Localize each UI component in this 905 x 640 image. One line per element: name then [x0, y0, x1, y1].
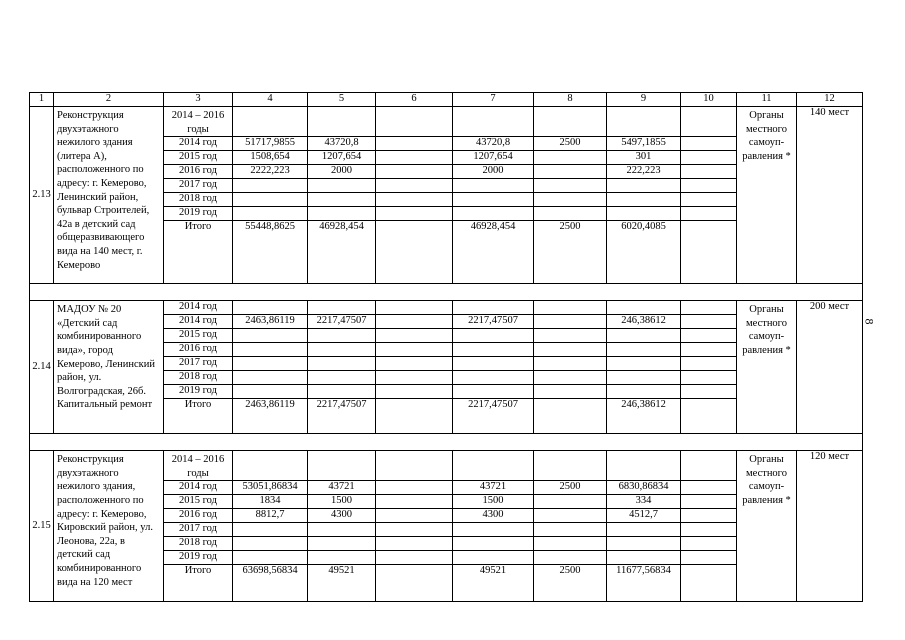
value-cell	[607, 537, 681, 551]
value-cell: 1834	[233, 495, 308, 509]
value-cell	[233, 329, 308, 343]
value-cell	[308, 107, 376, 137]
spacer-row	[30, 284, 863, 301]
value-cell	[308, 207, 376, 221]
value-cell: 2217,47507	[308, 399, 376, 434]
year-cell: 2016 год	[164, 509, 233, 523]
value-cell	[681, 165, 737, 179]
budget-table	[29, 92, 863, 602]
value-cell	[376, 301, 453, 315]
value-cell: 11677,56834	[607, 565, 681, 602]
value-cell	[681, 551, 737, 565]
value-cell	[453, 551, 534, 565]
spacer-cell	[30, 284, 863, 301]
value-cell	[376, 357, 453, 371]
year-cell: 2014 год	[164, 481, 233, 495]
value-cell: 4300	[453, 509, 534, 523]
value-cell	[681, 495, 737, 509]
value-cell	[308, 329, 376, 343]
value-cell: 2500	[534, 565, 607, 602]
value-cell	[607, 551, 681, 565]
value-cell: 6830,86834	[607, 481, 681, 495]
value-cell	[453, 207, 534, 221]
value-cell	[233, 371, 308, 385]
value-cell	[233, 551, 308, 565]
value-cell	[233, 357, 308, 371]
value-cell	[376, 329, 453, 343]
value-cell	[534, 165, 607, 179]
year-cell: Итого	[164, 221, 233, 284]
value-cell: 63698,56834	[233, 565, 308, 602]
value-cell	[376, 221, 453, 284]
value-cell	[376, 537, 453, 551]
value-cell	[233, 107, 308, 137]
column-header: 6	[376, 93, 453, 107]
value-cell: 4512,7	[607, 509, 681, 523]
value-cell: 1508,654	[233, 151, 308, 165]
value-cell	[607, 179, 681, 193]
value-cell	[681, 565, 737, 602]
value-cell	[308, 193, 376, 207]
value-cell	[376, 523, 453, 537]
value-cell	[453, 343, 534, 357]
value-cell	[681, 301, 737, 315]
value-cell: 2217,47507	[308, 315, 376, 329]
value-cell	[534, 399, 607, 434]
table-row	[30, 107, 863, 137]
value-cell	[534, 107, 607, 137]
value-cell: 1207,654	[453, 151, 534, 165]
year-cell: 2014 год	[164, 137, 233, 151]
year-cell: 2015 год	[164, 151, 233, 165]
value-cell	[376, 451, 453, 481]
year-cell: 2014 год	[164, 315, 233, 329]
header-row	[30, 93, 863, 107]
value-cell	[376, 399, 453, 434]
value-cell	[534, 371, 607, 385]
value-cell: 55448,8625	[233, 221, 308, 284]
column-header: 10	[681, 93, 737, 107]
value-cell	[308, 301, 376, 315]
value-cell	[681, 523, 737, 537]
value-cell	[308, 385, 376, 399]
value-cell	[681, 329, 737, 343]
value-cell: 334	[607, 495, 681, 509]
value-cell	[453, 107, 534, 137]
value-cell: 2500	[534, 221, 607, 284]
item-number: 2.14	[30, 301, 54, 434]
value-cell: 2463,86119	[233, 399, 308, 434]
value-cell	[308, 357, 376, 371]
item-number: 2.15	[30, 451, 54, 602]
value-cell: 2222,223	[233, 165, 308, 179]
value-cell: 1207,654	[308, 151, 376, 165]
value-cell	[233, 343, 308, 357]
value-cell	[453, 301, 534, 315]
column-header: 8	[534, 93, 607, 107]
spacer-row	[30, 434, 863, 451]
value-cell: 246,38612	[607, 315, 681, 329]
value-cell	[534, 193, 607, 207]
column-header: 4	[233, 93, 308, 107]
year-cell: 2014 – 2016 годы	[164, 451, 233, 481]
item-description: МАДОУ № 20 «Детский сад комбинированного вида», город Кемерово, Ленинский район, ул. Волгоградская, 26б. Капитальный ремонт	[54, 301, 164, 434]
value-cell: 2000	[453, 165, 534, 179]
value-cell: 246,38612	[607, 399, 681, 434]
value-cell	[607, 343, 681, 357]
year-cell: 2019 год	[164, 385, 233, 399]
value-cell	[681, 537, 737, 551]
year-cell: Итого	[164, 565, 233, 602]
value-cell	[607, 107, 681, 137]
value-cell	[681, 179, 737, 193]
value-cell	[534, 343, 607, 357]
item-description: Реконструкция двухэтажного нежилого здания (литера А), расположенного по адресу: г. Кемерово, Ленинский район, бульвар Строителей, 42а в детский сад общеразвивающего вида на 140 мест, г. Кемерово	[54, 107, 164, 284]
year-cell: 2016 год	[164, 165, 233, 179]
value-cell	[607, 371, 681, 385]
value-cell	[681, 385, 737, 399]
item-description: Реконструкция двухэтажного нежилого здания, расположенного по адресу: г. Кемерово, Кировский район, ул. Леонова, 22а, в детский сад комбинированного вида на 120 мест	[54, 451, 164, 602]
year-cell: 2019 год	[164, 207, 233, 221]
value-cell	[681, 137, 737, 151]
responsible-authority: Органы местного самоуп-равления *	[737, 107, 797, 284]
value-cell	[233, 193, 308, 207]
value-cell	[607, 193, 681, 207]
value-cell	[607, 523, 681, 537]
value-cell: 53051,86834	[233, 481, 308, 495]
value-cell	[308, 371, 376, 385]
value-cell	[453, 179, 534, 193]
value-cell	[681, 357, 737, 371]
value-cell	[534, 509, 607, 523]
value-cell	[681, 221, 737, 284]
value-cell: 43721	[308, 481, 376, 495]
value-cell	[534, 495, 607, 509]
value-cell	[308, 523, 376, 537]
year-cell: 2014 – 2016 годы	[164, 107, 233, 137]
value-cell	[681, 107, 737, 137]
value-cell	[681, 509, 737, 523]
column-header: 1	[30, 93, 54, 107]
value-cell	[607, 385, 681, 399]
value-cell: 2463,86119	[233, 315, 308, 329]
value-cell: 1500	[453, 495, 534, 509]
value-cell: 2000	[308, 165, 376, 179]
value-cell	[453, 357, 534, 371]
value-cell	[376, 151, 453, 165]
value-cell	[681, 343, 737, 357]
value-cell	[233, 207, 308, 221]
year-cell: 2015 год	[164, 329, 233, 343]
column-header: 5	[308, 93, 376, 107]
value-cell: 43720,8	[308, 137, 376, 151]
value-cell	[453, 329, 534, 343]
value-cell	[534, 151, 607, 165]
column-header: 2	[54, 93, 164, 107]
column-header: 12	[797, 93, 863, 107]
value-cell	[376, 343, 453, 357]
value-cell	[681, 315, 737, 329]
value-cell	[534, 301, 607, 315]
year-cell: 2018 год	[164, 371, 233, 385]
value-cell	[308, 451, 376, 481]
capacity-cell: 120 мест	[797, 451, 863, 602]
value-cell	[376, 385, 453, 399]
value-cell	[376, 551, 453, 565]
value-cell	[233, 451, 308, 481]
value-cell	[534, 179, 607, 193]
value-cell	[376, 179, 453, 193]
value-cell	[308, 537, 376, 551]
value-cell: 43721	[453, 481, 534, 495]
item-number: 2.13	[30, 107, 54, 284]
value-cell	[233, 523, 308, 537]
value-cell: 2217,47507	[453, 315, 534, 329]
value-cell	[681, 399, 737, 434]
value-cell	[233, 537, 308, 551]
value-cell	[453, 537, 534, 551]
value-cell	[534, 385, 607, 399]
value-cell: 1500	[308, 495, 376, 509]
value-cell: 8812,7	[233, 509, 308, 523]
capacity-cell: 200 мест	[797, 301, 863, 434]
value-cell	[233, 301, 308, 315]
page-number: 8	[862, 318, 877, 325]
year-cell: 2017 год	[164, 523, 233, 537]
value-cell: 46928,454	[453, 221, 534, 284]
value-cell	[534, 357, 607, 371]
value-cell	[376, 565, 453, 602]
value-cell	[534, 537, 607, 551]
value-cell	[376, 107, 453, 137]
spacer-cell	[30, 434, 863, 451]
value-cell	[376, 495, 453, 509]
value-cell	[607, 207, 681, 221]
value-cell: 46928,454	[308, 221, 376, 284]
year-cell: 2014 год	[164, 301, 233, 315]
value-cell	[534, 207, 607, 221]
value-cell	[607, 357, 681, 371]
value-cell	[607, 451, 681, 481]
year-cell: Итого	[164, 399, 233, 434]
value-cell	[453, 385, 534, 399]
value-cell	[681, 451, 737, 481]
value-cell: 2500	[534, 137, 607, 151]
value-cell	[534, 523, 607, 537]
value-cell	[233, 385, 308, 399]
value-cell: 222,223	[607, 165, 681, 179]
column-header: 3	[164, 93, 233, 107]
value-cell: 5497,1855	[607, 137, 681, 151]
table-row	[30, 451, 863, 481]
value-cell	[376, 371, 453, 385]
value-cell	[376, 481, 453, 495]
value-cell	[681, 371, 737, 385]
value-cell	[308, 179, 376, 193]
value-cell	[681, 151, 737, 165]
value-cell	[534, 551, 607, 565]
column-header: 11	[737, 93, 797, 107]
year-cell: 2017 год	[164, 357, 233, 371]
value-cell: 2217,47507	[453, 399, 534, 434]
value-cell	[376, 315, 453, 329]
value-cell: 301	[607, 151, 681, 165]
value-cell: 2500	[534, 481, 607, 495]
column-header: 7	[453, 93, 534, 107]
value-cell	[308, 343, 376, 357]
value-cell: 49521	[453, 565, 534, 602]
value-cell: 4300	[308, 509, 376, 523]
responsible-authority: Органы местного самоуп-равления *	[737, 301, 797, 434]
value-cell	[681, 481, 737, 495]
value-cell: 51717,9855	[233, 137, 308, 151]
value-cell	[681, 207, 737, 221]
value-cell	[453, 523, 534, 537]
value-cell	[376, 193, 453, 207]
year-cell: 2019 год	[164, 551, 233, 565]
value-cell: 43720,8	[453, 137, 534, 151]
year-cell: 2018 год	[164, 193, 233, 207]
value-cell	[376, 165, 453, 179]
capacity-cell: 140 мест	[797, 107, 863, 284]
value-cell	[453, 371, 534, 385]
value-cell	[376, 509, 453, 523]
value-cell	[308, 551, 376, 565]
value-cell	[376, 137, 453, 151]
value-cell	[607, 329, 681, 343]
year-cell: 2016 год	[164, 343, 233, 357]
value-cell	[534, 329, 607, 343]
value-cell: 6020,4085	[607, 221, 681, 284]
value-cell	[453, 193, 534, 207]
value-cell	[681, 193, 737, 207]
value-cell	[233, 179, 308, 193]
value-cell	[376, 207, 453, 221]
value-cell	[534, 451, 607, 481]
table-row	[30, 301, 863, 315]
year-cell: 2017 год	[164, 179, 233, 193]
year-cell: 2018 год	[164, 537, 233, 551]
value-cell: 49521	[308, 565, 376, 602]
value-cell	[453, 451, 534, 481]
responsible-authority: Органы местного самоуп-равления *	[737, 451, 797, 602]
column-header: 9	[607, 93, 681, 107]
year-cell: 2015 год	[164, 495, 233, 509]
value-cell	[534, 315, 607, 329]
value-cell	[607, 301, 681, 315]
